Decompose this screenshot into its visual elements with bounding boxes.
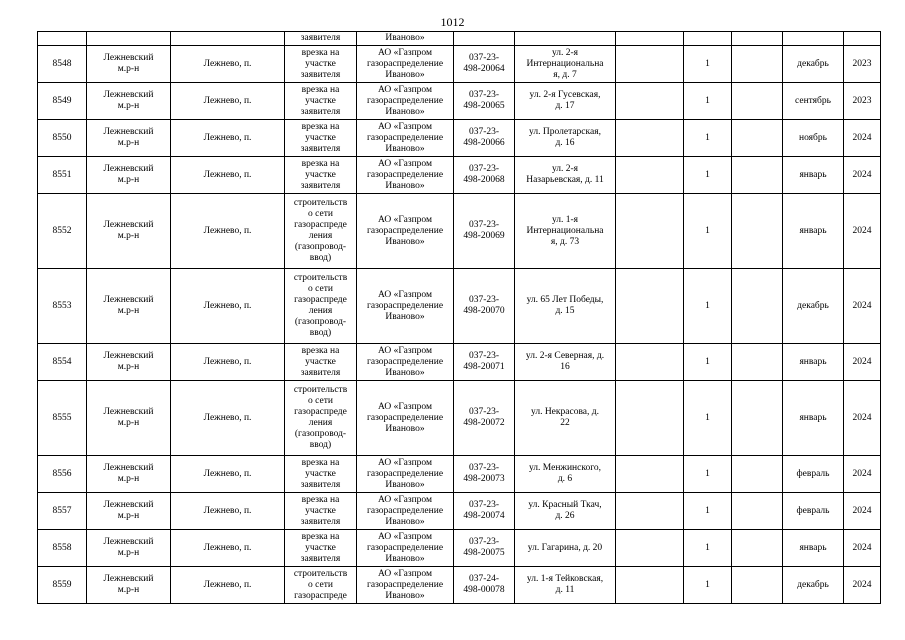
cell-org-text: АО «Газпром газораспределение Иваново» — [366, 214, 444, 247]
cell-work-type-text: строительств о сети газораспреде — [293, 568, 348, 601]
cell-district — [87, 567, 171, 604]
cell-blank-1 — [616, 381, 684, 456]
cell-work-type — [285, 456, 357, 493]
cell-qty: 1 — [684, 456, 732, 493]
cell-num: 8552 — [38, 194, 87, 269]
cell-code-text: 037-23- 498-20069 — [463, 220, 505, 241]
cell-district — [87, 530, 171, 567]
cell-year: 2024 — [844, 269, 881, 344]
cell-address-text: ул. Пролетарская, д. 16 — [529, 127, 601, 148]
cell-settlement: Лежнево, п. — [171, 157, 285, 194]
cell-district-text: Лежневский м.р-н — [103, 407, 154, 428]
table-row — [38, 269, 881, 344]
cell-num: 8548 — [38, 46, 87, 83]
cell-code — [454, 46, 515, 83]
cell-blank-2 — [732, 157, 783, 194]
cell-year: 2024 — [844, 530, 881, 567]
cell-work-type-text: строительств о сети газораспреде ления (газопровод- ввод) — [293, 385, 348, 450]
cell-district — [87, 157, 171, 194]
cell-blank-1 — [616, 269, 684, 344]
cell-district-text: Лежневский м.р-н — [103, 127, 154, 148]
cell-year: 2024 — [844, 157, 881, 194]
table-row — [38, 344, 881, 381]
cell-code-text: 037-24- 498-00078 — [463, 574, 505, 595]
cell-address-text: ул. 2-я Интернациональна я, д. 7 — [526, 47, 604, 80]
cell-district-text: Лежневский м.р-н — [103, 351, 154, 372]
cell-org — [357, 344, 454, 381]
cell-num: 8558 — [38, 530, 87, 567]
cell-district — [87, 456, 171, 493]
cell-address-text: ул. 2-я Назарьевская, д. 11 — [526, 164, 604, 185]
cell-blank-1 — [616, 32, 684, 46]
cell-month: январь — [783, 381, 844, 456]
cell-month: январь — [783, 194, 844, 269]
cell-district-text: Лежневский м.р-н — [103, 463, 154, 484]
cell-work-type — [285, 120, 357, 157]
cell-work-type — [285, 32, 357, 46]
cell-blank-1 — [616, 344, 684, 381]
cell-org — [357, 194, 454, 269]
cell-code — [454, 269, 515, 344]
cell-code — [454, 32, 515, 46]
cell-blank-2 — [732, 493, 783, 530]
cell-org-text: АО «Газпром газораспределение Иваново» — [366, 494, 444, 527]
cell-blank-2 — [732, 530, 783, 567]
cell-org-text: АО «Газпром газораспределение Иваново» — [366, 457, 444, 490]
cell-month: декабрь — [783, 567, 844, 604]
cell-year — [844, 32, 881, 46]
cell-blank-1 — [616, 530, 684, 567]
cell-blank-2 — [732, 456, 783, 493]
cell-district — [87, 194, 171, 269]
cell-code-text: 037-23- 498-20075 — [463, 537, 505, 558]
table-row — [38, 493, 881, 530]
page-number: 1012 — [440, 15, 465, 29]
cell-address — [515, 157, 616, 194]
cell-org — [357, 157, 454, 194]
cell-qty — [684, 32, 732, 46]
cell-qty: 1 — [684, 157, 732, 194]
cell-work-type — [285, 381, 357, 456]
cell-work-type — [285, 46, 357, 83]
cell-address-text: ул. 1-я Тейковская, д. 11 — [526, 574, 604, 595]
cell-settlement: Лежнево, п. — [171, 493, 285, 530]
cell-district-text: Лежневский м.р-н — [103, 220, 154, 241]
cell-address-text: ул. 65 Лет Победы, д. 15 — [526, 295, 604, 316]
cell-month — [783, 32, 844, 46]
cell-district-text: Лежневский м.р-н — [103, 574, 154, 595]
table-row-continued — [38, 32, 881, 46]
cell-code-text: 037-23- 498-20073 — [463, 463, 505, 484]
cell-year: 2024 — [844, 120, 881, 157]
cell-address-text: ул. Некрасова, д. 22 — [531, 407, 599, 428]
cell-org — [357, 83, 454, 120]
cell-blank-1 — [616, 567, 684, 604]
cell-org-text: АО «Газпром газораспределение Иваново» — [366, 289, 444, 322]
cell-district-text: Лежневский м.р-н — [103, 164, 154, 185]
cell-code — [454, 344, 515, 381]
cell-blank-2 — [732, 32, 783, 46]
cell-work-type — [285, 269, 357, 344]
cell-code — [454, 194, 515, 269]
cell-num: 8551 — [38, 157, 87, 194]
register-table — [37, 31, 881, 604]
cell-address — [515, 120, 616, 157]
cell-settlement: Лежнево, п. — [171, 120, 285, 157]
cell-address — [515, 456, 616, 493]
cell-org-text: АО «Газпром газораспределение Иваново» — [366, 401, 444, 434]
cell-month: февраль — [783, 456, 844, 493]
cell-month: декабрь — [783, 46, 844, 83]
cell-blank-1 — [616, 46, 684, 83]
cell-work-type-text: врезка на участке заявителя — [300, 47, 341, 80]
cell-num: 8557 — [38, 493, 87, 530]
cell-year: 2024 — [844, 456, 881, 493]
cell-work-type — [285, 344, 357, 381]
cell-year: 2024 — [844, 567, 881, 604]
cell-code — [454, 530, 515, 567]
cell-code-text: 037-23- 498-20071 — [463, 351, 505, 372]
cell-year: 2023 — [844, 46, 881, 83]
cell-settlement: Лежнево, п. — [171, 194, 285, 269]
cell-district-text: Лежневский м.р-н — [103, 295, 154, 316]
cell-month: январь — [783, 344, 844, 381]
cell-blank-1 — [616, 194, 684, 269]
cell-month: январь — [783, 530, 844, 567]
cell-qty: 1 — [684, 567, 732, 604]
table-row — [38, 46, 881, 83]
cell-blank-1 — [616, 456, 684, 493]
cell-work-type — [285, 157, 357, 194]
cell-settlement: Лежнево, п. — [171, 269, 285, 344]
cell-code — [454, 456, 515, 493]
cell-year: 2024 — [844, 381, 881, 456]
cell-settlement: Лежнево, п. — [171, 456, 285, 493]
table-row — [38, 194, 881, 269]
cell-num: 8550 — [38, 120, 87, 157]
cell-work-type — [285, 530, 357, 567]
cell-work-type-text: врезка на участке заявителя — [300, 457, 341, 490]
cell-qty: 1 — [684, 83, 732, 120]
cell-settlement: Лежнево, п. — [171, 530, 285, 567]
cell-address-text: ул. Менжинского, д. 6 — [528, 463, 602, 484]
cell-org-text: АО «Газпром газораспределение Иваново» — [366, 84, 444, 117]
cell-org — [357, 269, 454, 344]
cell-num: 8559 — [38, 567, 87, 604]
cell-org — [357, 493, 454, 530]
cell-settlement: Лежнево, п. — [171, 83, 285, 120]
table-row — [38, 120, 881, 157]
cell-work-type-text: врезка на участке заявителя — [300, 121, 341, 154]
cell-work-type-text: строительств о сети газораспреде ления (газопровод- ввод) — [293, 273, 348, 338]
table-row — [38, 530, 881, 567]
cell-blank-2 — [732, 194, 783, 269]
cell-address-text: ул. Гагарина, д. 20 — [527, 542, 603, 553]
cell-address-text: ул. 2-я Гусевская, д. 17 — [529, 90, 601, 111]
cell-month: ноябрь — [783, 120, 844, 157]
cell-work-type — [285, 194, 357, 269]
cell-district — [87, 120, 171, 157]
cell-district-text: Лежневский м.р-н — [103, 537, 154, 558]
cell-code — [454, 83, 515, 120]
cell-month: февраль — [783, 493, 844, 530]
cell-code-text: 037-23- 498-20074 — [463, 500, 505, 521]
cell-blank-2 — [732, 567, 783, 604]
cell-district — [87, 46, 171, 83]
cell-org — [357, 381, 454, 456]
cell-code-text: 037-23- 498-20070 — [463, 295, 505, 316]
cell-district-text: Лежневский м.р-н — [103, 53, 154, 74]
cell-num: 8556 — [38, 456, 87, 493]
cell-address — [515, 530, 616, 567]
cell-work-type-text: врезка на участке заявителя — [300, 531, 341, 564]
cell-code-text: 037-23- 498-20072 — [463, 407, 505, 428]
cell-blank-1 — [616, 157, 684, 194]
cell-qty: 1 — [684, 530, 732, 567]
cell-address — [515, 567, 616, 604]
cell-address-text: ул. Красный Ткач, д. 26 — [528, 500, 602, 521]
cell-settlement — [171, 32, 285, 46]
cell-district — [87, 344, 171, 381]
cell-code — [454, 381, 515, 456]
cell-code-text: 037-23- 498-20066 — [463, 127, 505, 148]
cell-org — [357, 46, 454, 83]
cell-district — [87, 32, 171, 46]
cell-org-text: АО «Газпром газораспределение Иваново» — [366, 158, 444, 191]
cell-qty: 1 — [684, 269, 732, 344]
cell-org — [357, 530, 454, 567]
cell-code-text: 037-23- 498-20068 — [463, 164, 505, 185]
cell-work-type — [285, 83, 357, 120]
cell-work-type — [285, 567, 357, 604]
cell-code — [454, 157, 515, 194]
cell-address — [515, 344, 616, 381]
cell-blank-2 — [732, 83, 783, 120]
cell-num: 8553 — [38, 269, 87, 344]
cell-year: 2024 — [844, 194, 881, 269]
cell-blank-1 — [616, 493, 684, 530]
cell-code-text: 037-23- 498-20064 — [463, 53, 505, 74]
table-row — [38, 381, 881, 456]
cell-address-text: ул. 1-я Интернациональна я, д. 73 — [526, 214, 604, 247]
cell-address — [515, 83, 616, 120]
cell-code — [454, 493, 515, 530]
cell-work-type-text: врезка на участке заявителя — [300, 158, 341, 191]
cell-address — [515, 194, 616, 269]
cell-org-text: АО «Газпром газораспределение Иваново» — [366, 531, 444, 564]
cell-month: сентябрь — [783, 83, 844, 120]
cell-blank-2 — [732, 344, 783, 381]
cell-org-text: АО «Газпром газораспределение Иваново» — [366, 47, 444, 80]
cell-blank-2 — [732, 46, 783, 83]
cell-work-type-text: строительств о сети газораспреде ления (газопровод- ввод) — [293, 198, 348, 263]
cell-settlement: Лежнево, п. — [171, 567, 285, 604]
cell-org — [357, 32, 454, 46]
cell-code — [454, 567, 515, 604]
cell-blank-2 — [732, 269, 783, 344]
cell-district-text: Лежневский м.р-н — [103, 500, 154, 521]
cell-num — [38, 32, 87, 46]
cell-address — [515, 381, 616, 456]
cell-num: 8554 — [38, 344, 87, 381]
cell-address-text: ул. 2-я Северная, д. 16 — [525, 351, 605, 372]
work-type-text: заявителя — [300, 33, 341, 43]
cell-work-type-text: врезка на участке заявителя — [300, 494, 341, 527]
cell-qty: 1 — [684, 381, 732, 456]
cell-district — [87, 83, 171, 120]
table-row — [38, 83, 881, 120]
table-row — [38, 157, 881, 194]
cell-settlement: Лежнево, п. — [171, 344, 285, 381]
cell-code-text: 037-23- 498-20065 — [463, 90, 505, 111]
cell-qty: 1 — [684, 493, 732, 530]
cell-num: 8549 — [38, 83, 87, 120]
cell-org — [357, 120, 454, 157]
cell-blank-1 — [616, 83, 684, 120]
cell-district — [87, 269, 171, 344]
cell-month: декабрь — [783, 269, 844, 344]
cell-settlement: Лежнево, п. — [171, 381, 285, 456]
org-text: Иваново» — [385, 33, 425, 43]
cell-address — [515, 46, 616, 83]
cell-qty: 1 — [684, 120, 732, 157]
cell-year: 2024 — [844, 344, 881, 381]
table-row — [38, 567, 881, 604]
cell-qty: 1 — [684, 344, 732, 381]
cell-qty: 1 — [684, 46, 732, 83]
cell-address — [515, 32, 616, 46]
cell-month: январь — [783, 157, 844, 194]
cell-work-type — [285, 493, 357, 530]
cell-blank-1 — [616, 120, 684, 157]
table-row — [38, 456, 881, 493]
cell-blank-2 — [732, 120, 783, 157]
cell-work-type-text: врезка на участке заявителя — [300, 84, 341, 117]
cell-work-type-text: врезка на участке заявителя — [300, 345, 341, 378]
cell-blank-2 — [732, 381, 783, 456]
cell-org — [357, 567, 454, 604]
cell-year: 2024 — [844, 493, 881, 530]
cell-code — [454, 120, 515, 157]
cell-district — [87, 381, 171, 456]
cell-qty: 1 — [684, 194, 732, 269]
cell-org — [357, 456, 454, 493]
cell-org-text: АО «Газпром газораспределение Иваново» — [366, 345, 444, 378]
cell-address — [515, 269, 616, 344]
cell-org-text: АО «Газпром газораспределение Иваново» — [366, 568, 444, 601]
cell-year: 2023 — [844, 83, 881, 120]
cell-district-text: Лежневский м.р-н — [103, 90, 154, 111]
cell-address — [515, 493, 616, 530]
cell-district — [87, 493, 171, 530]
cell-settlement: Лежнево, п. — [171, 46, 285, 83]
cell-num: 8555 — [38, 381, 87, 456]
cell-org-text: АО «Газпром газораспределение Иваново» — [366, 121, 444, 154]
